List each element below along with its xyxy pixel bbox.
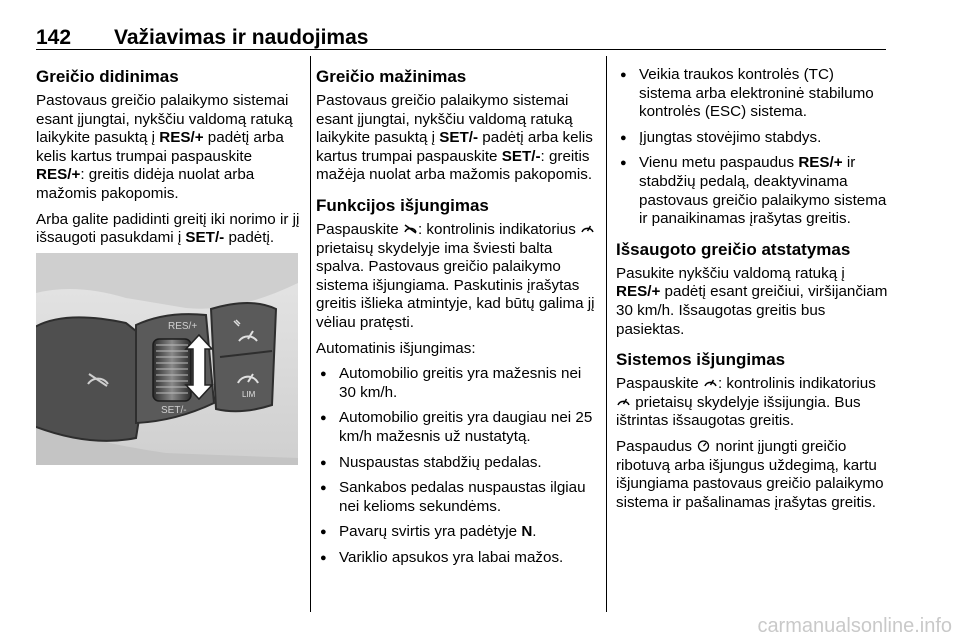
paragraph: Paspauskite : kontrolinis indikatorius prietaisų skydelyje išsijungia. Bus ištrintas išsaugotas greitis. [616,375,876,430]
list-item: ● Veikia traukos kontrolės (TC) sistema arba elektroninė stabilumo kontrolės (ESC) sistema. [616,66,888,122]
set-minus-label: SET/- [161,405,187,416]
column-divider [310,56,311,612]
chapter-title: Važiavimas ir naudojimas [114,26,369,49]
section-heading: Greičio mažinimas [316,67,467,86]
thumbwheel [153,339,191,401]
page-number: 142 [36,26,72,49]
paragraph: Pastovaus greičio palaikymo sistemai esant įjungtai, nykščiu valdomą ratuką laikykite pasuktą į SET/- padėtį arba kelis kartus trumpai paspauskite SET/-: greitis mažėja nuolat arba mažomis pakopomis. [316,92,593,184]
cruise-indicator-icon [580,222,595,235]
column-divider [606,56,607,612]
section-heading: Sistemos išjungimas [616,350,786,370]
list-item: ● Pavarų svirtis yra padėtyje N. [316,523,598,542]
speed-limiter-icon [696,439,711,452]
cruise-control-switch-figure [36,253,298,465]
list-item: ● Įjungtas stovėjimo stabdys. [616,129,888,148]
auto-off-list-continued [616,66,888,229]
header-rule [36,49,886,50]
list-item: ● Sankabos pedalas nuspaustas ilgiau nei kelioms sekundėms. [316,479,598,516]
list-item: ● Vienu metu paspaudus RES/+ ir stabdžių pedalą, deaktyvinama pastovaus greičio palaikymo sistema ir panaikinamas įrašytas greitis. [616,154,888,228]
paragraph: Paspaudus norint įjungti greičio ribotuvą arba išjungus uždegimą, kartu išjungiama pastovaus greičio palaikymo sistema ir pašalinamas įrašytas greitis. [616,437,884,511]
paragraph: Paspauskite : kontrolinis indikatorius prietaisų skydelyje ima šviesti balta spalva. Pastovaus greičio palaikymo sistema išjungiama. Paskutinis įrašytas greitis išlieka atmintyje, kad būtų galima jį vėliau pratęsti. [316,220,595,331]
column-3 [616,66,888,519]
list-item: ● Nuspaustas stabdžių pedalas. [316,454,598,473]
section-heading: Išsaugoto greičio atstatymas [616,239,851,259]
paragraph: Pastovaus greičio palaikymo sistemai esant įjungtai, nykščiu valdomą ratuką laikykite pasuktą į RES/+ padėtį arba kelis kartus trumpai paspauskite RES/+: greitis didėja nuolat arba mažomis pakopomis. [36,92,293,202]
list-item: ● Automobilio greitis yra daugiau nei 25 km/h mažesnis už nustatytą. [316,409,598,446]
cruise-indicator-icon [616,395,631,408]
watermark: carmanualsonline.info [757,615,952,637]
lim-label: LIM [242,390,256,399]
steering-wheel-controls-illustration [36,253,298,465]
list-item: ● Variklio apsukos yra labai mažos. [316,549,598,568]
paragraph: Pasukite nykščiu valdomą ratuką į RES/+ padėtį esant greičiui, viršijančiam 30 km/h. Išsaugotas greitis bus pasiektas. [616,264,888,338]
paragraph: Arba galite padidinti greitį iki norimo ir jį išsaugoti pasukdami į SET/- padėtį. [36,210,300,247]
column-2 [316,66,598,574]
column-1 [36,66,302,255]
cruise-indicator-icon [703,376,718,389]
section-heading: Funkcijos išjungimas [316,195,489,215]
section-heading: Greičio didinimas [36,67,179,86]
paragraph: Automatinis išjungimas: [316,339,476,357]
auto-off-list [316,365,598,567]
cruise-cancel-icon [403,222,418,235]
res-plus-label: RES/+ [168,321,198,332]
list-item: ● Automobilio greitis yra mažesnis nei 30 km/h. [316,365,598,402]
